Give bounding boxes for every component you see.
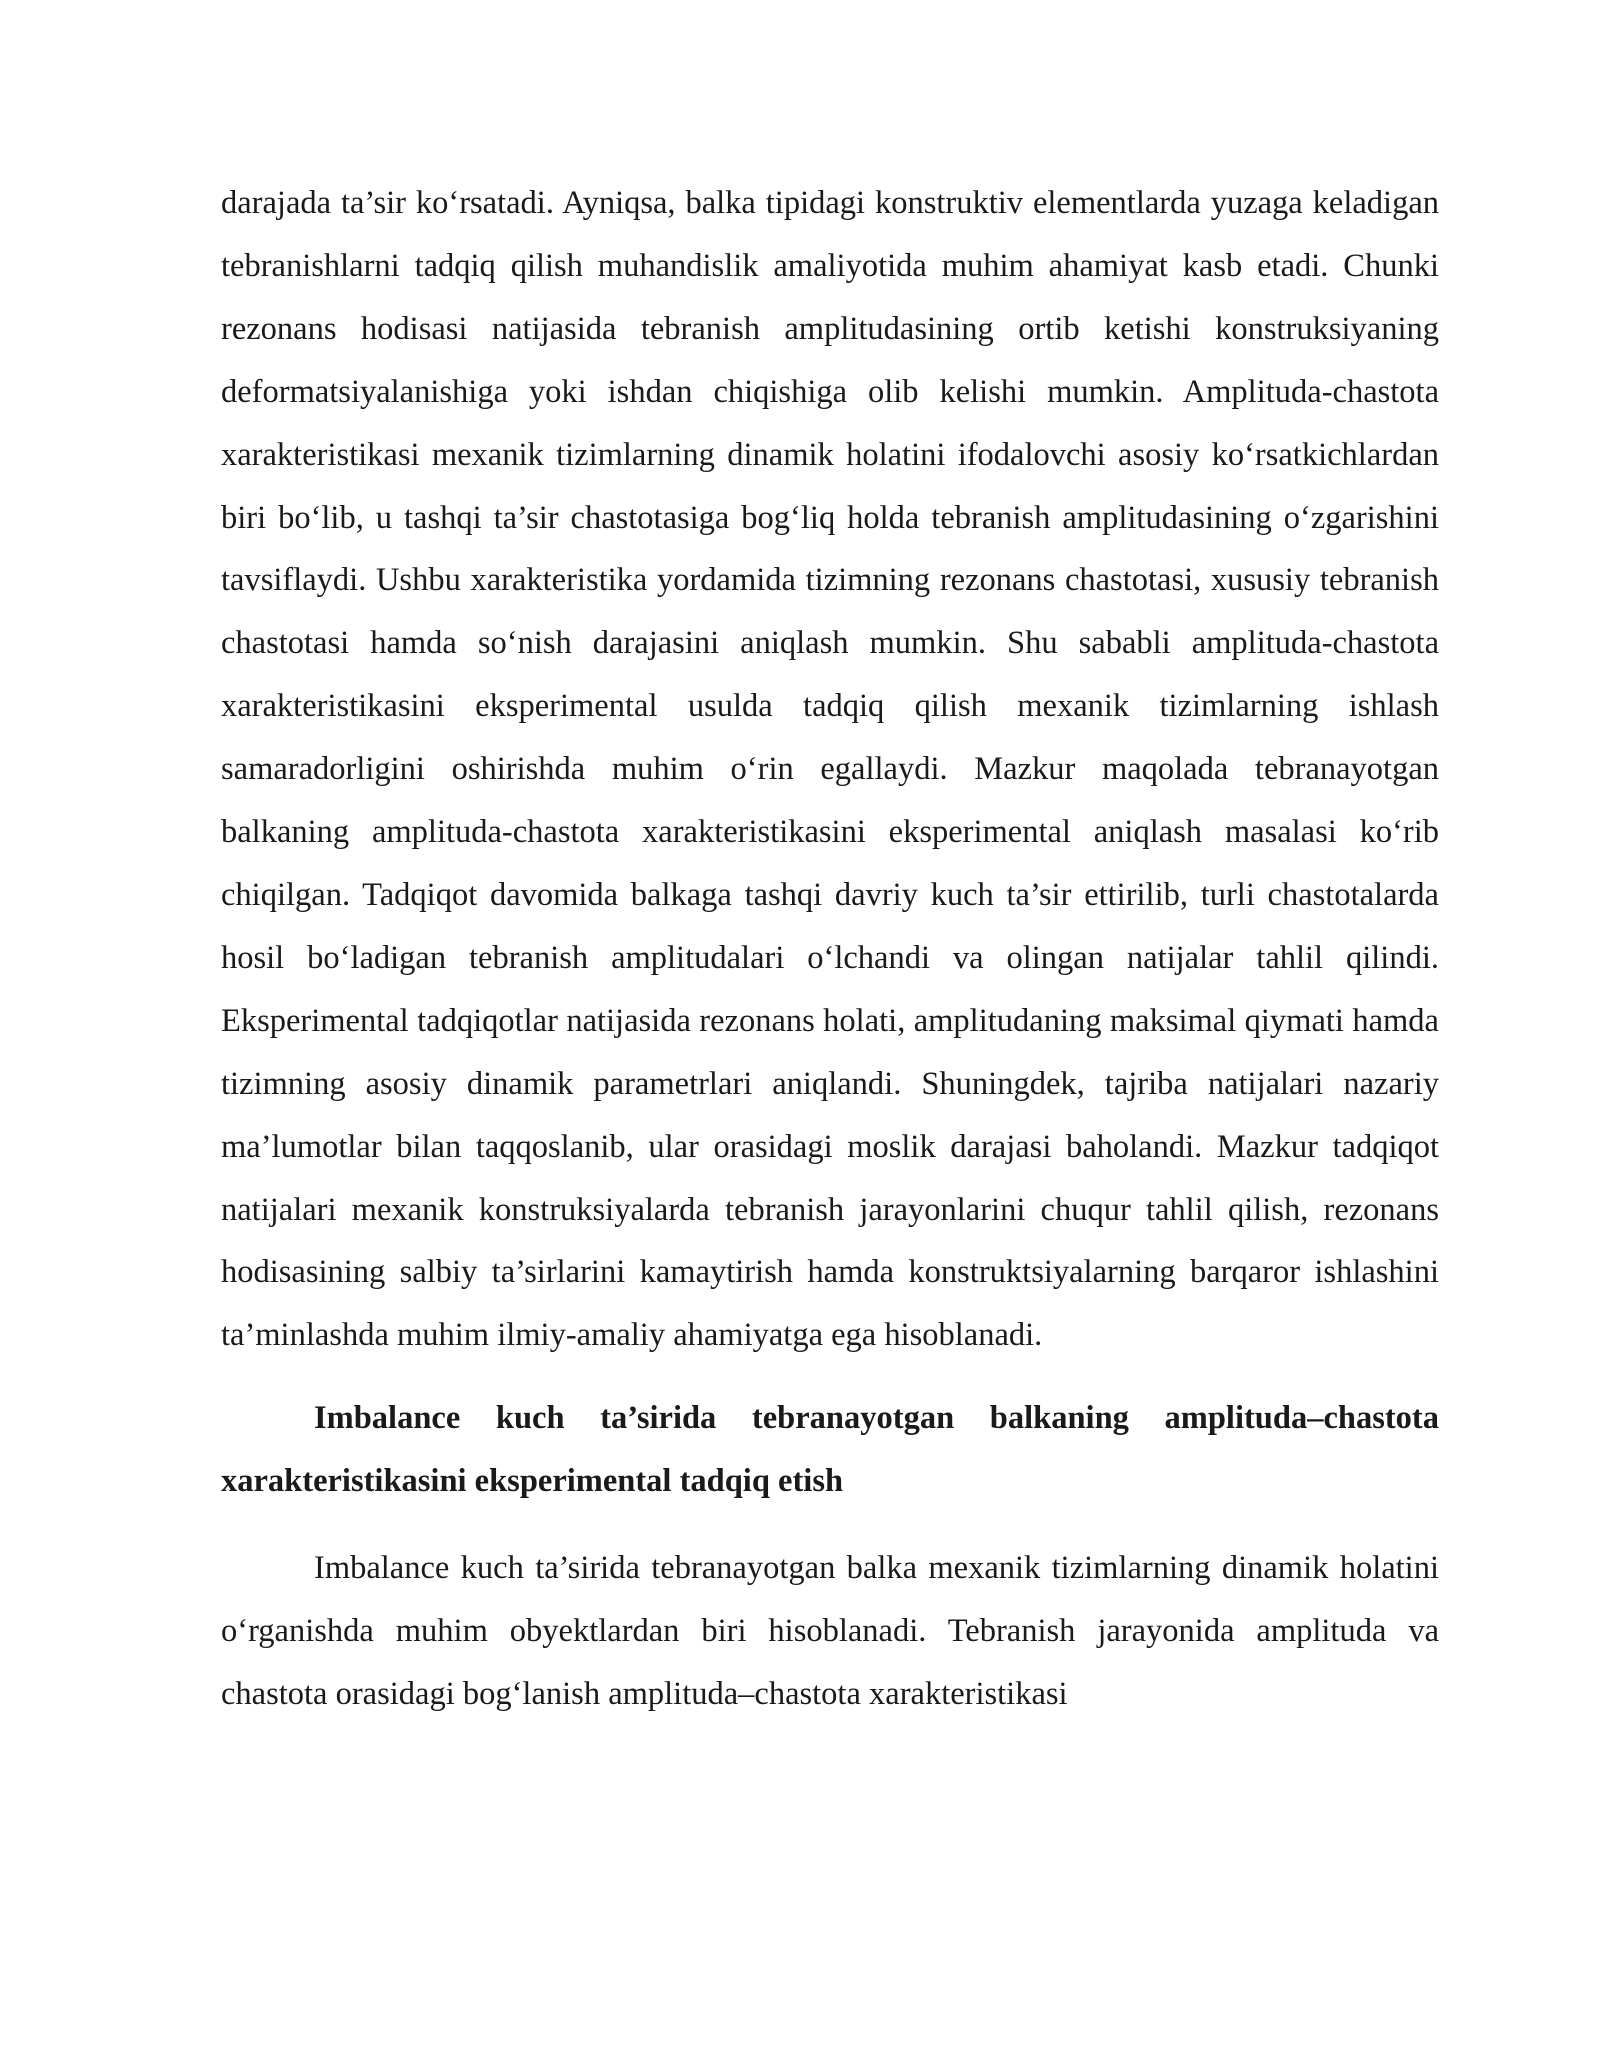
section-heading: Imbalance kuch ta’sirida tebranayotgan balkaning amplituda–chastota xarakteristikasini eksperimental tadqiq etish: [221, 1400, 1439, 1500]
document-page: [221, 172, 1439, 1726]
body-paragraph-continued: Imbalance kuch ta’sirida tebranayotgan balka mexanik tizimlarning dinamik holatini o‘rganishda muhim obyektlardan biri hisoblanadi. Tebranish jarayonida amplituda va chastota orasidagi bog‘lanish amplituda–chastota xarakteristikasi: [221, 1550, 1439, 1712]
body-paragraph: darajada ta’sir ko‘rsatadi. Ayniqsa, balka tipidagi konstruktiv elementlarda yuzaga keladigan tebranishlarni tadqiq qilish muhandislik amaliyotida muhim ahamiyat kasb etadi. Chunki rezonans hodisasi natijasida tebranish amplitudasining ortib ketishi konstruksiyaning deformatsiyalanishiga yoki ishdan chiqishiga olib kelishi mumkin. Amplituda-chastota xarakteristikasi mexanik tizimlarning dinamik holatini ifodalovchi asosiy ko‘rsatkichlardan biri bo‘lib, u tashqi ta’sir chastotasiga bog‘liq holda tebranish amplitudasining o‘zgarishini tavsiflaydi. Ushbu xarakteristika yordamida tizimning rezonans chastotasi, xususiy tebranish chastotasi hamda so‘nish darajasini aniqlash mumkin. Shu sababli amplituda-chastota xarakteristikasini eksperimental usulda tadqiq qilish mexanik tizimlarning ishlash samaradorligini oshirishda muhim o‘rin egallaydi. Mazkur maqolada tebranayotgan balkaning amplituda-chastota xarakteristikasini eksperimental aniqlash masalasi ko‘rib chiqilgan. Tadqiqot davomida balkaga tashqi davriy kuch ta’sir ettirilib, turli chastotalarda hosil bo‘ladigan tebranish amplitudalari o‘lchandi va olingan natijalar tahlil qilindi. Eksperimental tadqiqotlar natijasida rezonans holati, amplitudaning maksimal qiymati hamda tizimning asosiy dinamik parametrlari aniqlandi. Shuningdek, tajriba natijalari nazariy ma’lumotlar bilan taqqoslanib, ular orasidagi moslik darajasi baholandi. Mazkur tadqiqot natijalari mexanik konstruksiyalarda tebranish jarayonlarini chuqur tahlil qilish, rezonans hodisasining salbiy ta’sirlarini kamaytirish hamda konstruktsiyalarning barqaror ishlashini ta’minlashda muhim ilmiy-amaliy ahamiyatga ega hisoblanadi.: [221, 185, 1439, 1354]
